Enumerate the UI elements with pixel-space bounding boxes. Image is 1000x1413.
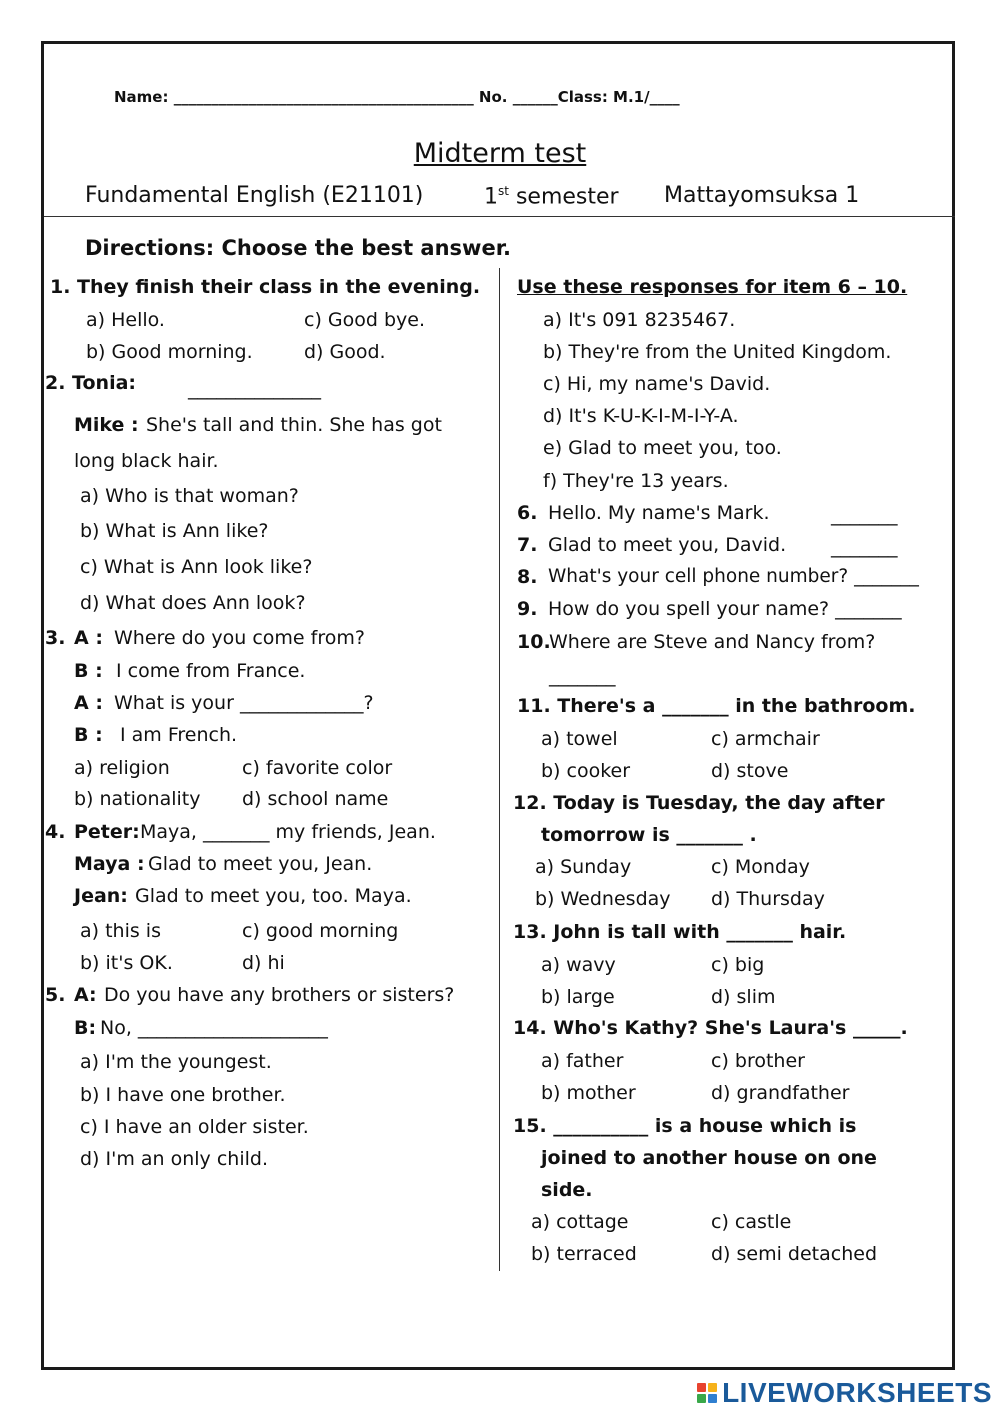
q9-number: 9.: [517, 598, 538, 620]
q1-option-c[interactable]: c) Good bye.: [304, 309, 426, 331]
q15-option-d[interactable]: d) semi detached: [711, 1243, 878, 1265]
q3-option-d[interactable]: d) school name: [242, 788, 389, 810]
responses-title: Use these responses for item 6 – 10.: [517, 276, 908, 298]
q15-option-c[interactable]: c) castle: [711, 1211, 792, 1233]
q15-option-b[interactable]: b) terraced: [531, 1243, 637, 1265]
q3-option-a[interactable]: a) religion: [74, 757, 170, 779]
q3-line-2: I come from France.: [116, 660, 306, 682]
q2-speaker-mike: Mike :: [74, 414, 139, 436]
q15-stem: 15. __________ is a house which is: [513, 1115, 857, 1137]
q13-option-a[interactable]: a) wavy: [541, 954, 616, 976]
q5-option-d[interactable]: d) I'm an only child.: [80, 1148, 268, 1170]
q12-stem-2: tomorrow is _______ .: [541, 824, 757, 846]
q13-option-d[interactable]: d) slim: [711, 986, 776, 1008]
q14-option-d[interactable]: d) grandfather: [711, 1082, 850, 1104]
q4-option-d[interactable]: d) hi: [242, 952, 285, 974]
grade-level: Mattayomsuksa 1: [664, 183, 860, 208]
q3-line-4: I am French.: [120, 724, 238, 746]
liveworksheets-logo: [697, 1378, 992, 1408]
q4-option-c[interactable]: c) good morning: [242, 920, 399, 942]
q3-speaker-a-2: A :: [74, 692, 103, 714]
q5-option-c[interactable]: c) I have an older sister.: [80, 1116, 309, 1138]
response-f: f) They're 13 years.: [543, 470, 729, 492]
q4-speaker-jean: Jean:: [74, 885, 128, 907]
q5-option-b[interactable]: b) I have one brother.: [80, 1084, 286, 1106]
q14-option-b[interactable]: b) mother: [541, 1082, 636, 1104]
q3-number: 3.: [45, 627, 66, 649]
q6-text: Hello. My name's Mark.: [548, 502, 770, 524]
q5-line-2: No, ____________________: [100, 1017, 328, 1039]
q3-line-3: What is your _____________?: [114, 692, 374, 714]
q14-option-a[interactable]: a) father: [541, 1050, 624, 1072]
q7-number: 7.: [517, 534, 538, 556]
q1-option-b[interactable]: b) Good morning.: [86, 341, 253, 363]
q2-mike-line: She's tall and thin. She has got: [146, 414, 442, 436]
q5-speaker-a: A:: [74, 984, 97, 1006]
name-line: Name: ________________________________________ No. ______Class: M.1/____: [114, 88, 680, 106]
logo-blocks-icon: [697, 1383, 717, 1403]
column-divider: [499, 268, 500, 1271]
logo-wordmark: LIVEWORKSHEETS: [722, 1377, 992, 1408]
header-divider: [44, 216, 955, 217]
response-e: e) Glad to meet you, too.: [543, 437, 782, 459]
q1-stem: 1. They finish their class in the evening.: [50, 276, 481, 298]
q12-option-b[interactable]: b) Wednesday: [535, 888, 671, 910]
q10-text: Where are Steve and Nancy from?: [549, 631, 876, 653]
q8-number: 8.: [517, 566, 538, 588]
q5-number: 5.: [45, 984, 66, 1006]
q2-answer-blank[interactable]: ______________: [188, 378, 321, 400]
q7-answer-blank[interactable]: _______: [831, 536, 898, 558]
q3-option-c[interactable]: c) favorite color: [242, 757, 393, 779]
q12-option-c[interactable]: c) Monday: [711, 856, 810, 878]
q15-stem-2: joined to another house on one: [541, 1147, 877, 1169]
q2-option-b[interactable]: b) What is Ann like?: [80, 520, 269, 542]
q4-number: 4.: [45, 821, 66, 843]
response-b: b) They're from the United Kingdom.: [543, 341, 892, 363]
q14-option-c[interactable]: c) brother: [711, 1050, 805, 1072]
q12-option-a[interactable]: a) Sunday: [535, 856, 632, 878]
q9-text[interactable]: How do you spell your name? _______: [548, 598, 902, 620]
semester: 1st semester: [484, 184, 619, 210]
q4-line-1: Maya, _______ my friends, Jean.: [140, 821, 436, 843]
q5-line-1: Do you have any brothers or sisters?: [104, 984, 455, 1006]
directions: Directions: Choose the best answer.: [85, 236, 512, 260]
q4-option-a[interactable]: a) this is: [80, 920, 161, 942]
q3-option-b[interactable]: b) nationality: [74, 788, 201, 810]
q11-option-c[interactable]: c) armchair: [711, 728, 820, 750]
q14-stem: 14. Who's Kathy? She's Laura's _____.: [513, 1017, 908, 1039]
response-a: a) It's 091 8235467.: [543, 309, 736, 331]
q4-line-2: Glad to meet you, Jean.: [148, 853, 373, 875]
q8-text[interactable]: What's your cell phone number? _______: [548, 566, 919, 587]
q2-mike-line-2: long black hair.: [74, 450, 219, 472]
q4-speaker-peter: Peter:: [74, 821, 140, 843]
q13-option-c[interactable]: c) big: [711, 954, 765, 976]
q1-option-a[interactable]: a) Hello.: [86, 309, 165, 331]
q11-option-d[interactable]: d) stove: [711, 760, 789, 782]
q13-stem: 13. John is tall with _______ hair.: [513, 921, 847, 943]
response-d: d) It's K-U-K-I-M-I-Y-A.: [543, 405, 739, 427]
q15-option-a[interactable]: a) cottage: [531, 1211, 629, 1233]
q11-option-a[interactable]: a) towel: [541, 728, 618, 750]
q3-speaker-a: A :: [74, 627, 103, 649]
q6-number: 6.: [517, 502, 538, 524]
q3-speaker-b-2: B :: [74, 724, 103, 746]
q4-line-3: Glad to meet you, too. Maya.: [135, 885, 412, 907]
q2-option-c[interactable]: c) What is Ann look like?: [80, 556, 313, 578]
course-name: Fundamental English (E21101): [85, 183, 424, 208]
q5-option-a[interactable]: a) I'm the youngest.: [80, 1051, 272, 1073]
q10-number: 10.: [517, 631, 551, 653]
q2-option-d[interactable]: d) What does Ann look?: [80, 592, 306, 614]
q10-answer-blank[interactable]: _______: [549, 665, 616, 687]
q4-speaker-maya: Maya :: [74, 853, 145, 875]
q2-option-a[interactable]: a) Who is that woman?: [80, 485, 299, 507]
q11-stem: 11. There's a _______ in the bathroom.: [517, 695, 916, 717]
q6-answer-blank[interactable]: _______: [831, 504, 898, 526]
response-c: c) Hi, my name's David.: [543, 373, 771, 395]
q4-option-b[interactable]: b) it's OK.: [80, 952, 173, 974]
q7-text: Glad to meet you, David.: [548, 534, 787, 556]
page-title: Midterm test: [413, 138, 587, 169]
q15-stem-3: side.: [541, 1179, 593, 1201]
q2-label: 2. Tonia:: [45, 372, 137, 394]
q11-option-b[interactable]: b) cooker: [541, 760, 631, 782]
q12-stem: 12. Today is Tuesday, the day after: [513, 792, 885, 814]
q3-line-1: Where do you come from?: [114, 627, 365, 649]
q5-speaker-b: B:: [74, 1017, 97, 1039]
q3-speaker-b: B :: [74, 660, 103, 682]
q12-option-d[interactable]: d) Thursday: [711, 888, 825, 910]
q1-option-d[interactable]: d) Good.: [304, 341, 386, 363]
q13-option-b[interactable]: b) large: [541, 986, 615, 1008]
